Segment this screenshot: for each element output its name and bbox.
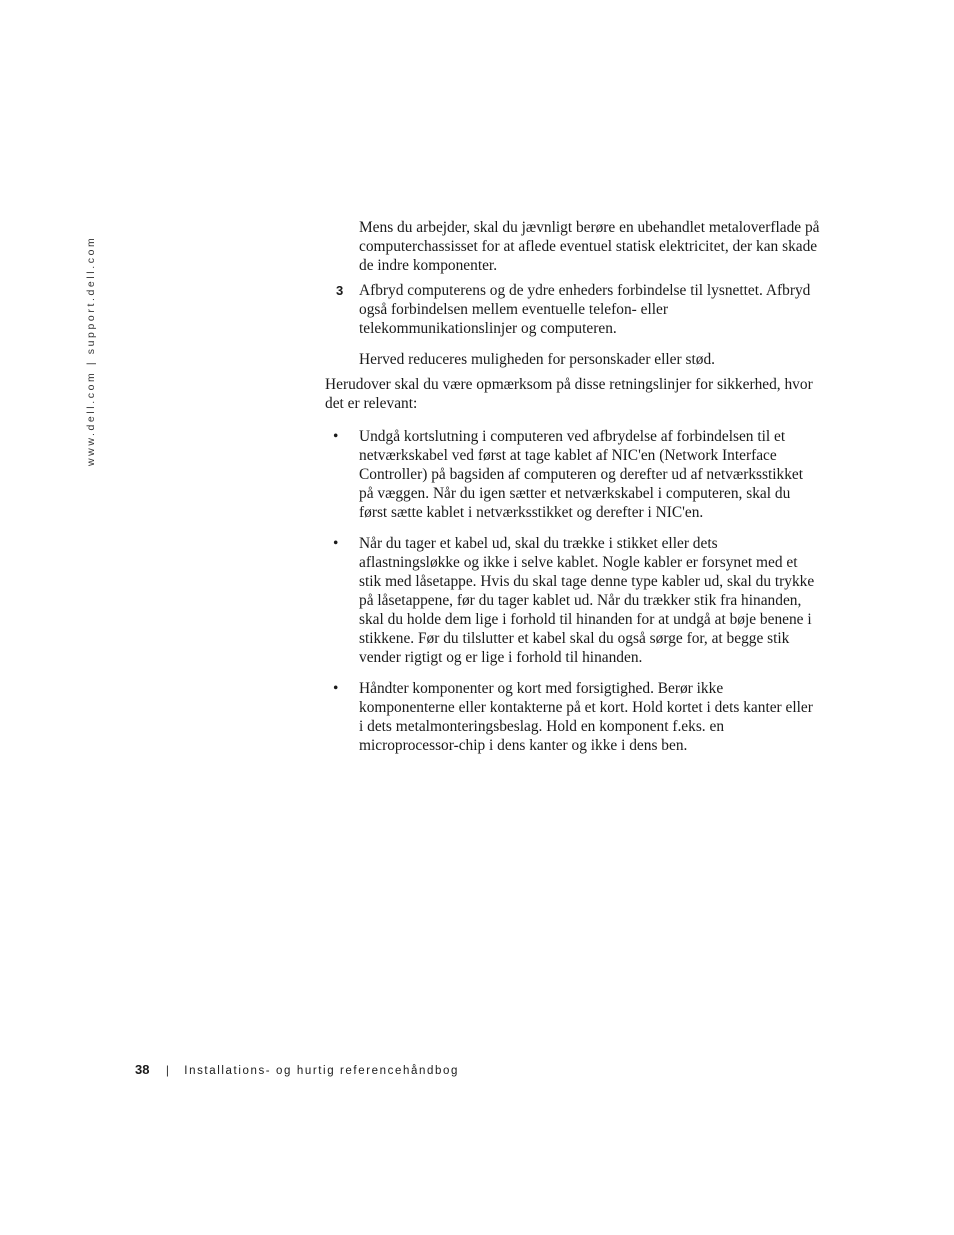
page-number: 38 (135, 1062, 150, 1077)
footer-title: Installations- og hurtig referencehåndbog (184, 1065, 459, 1077)
bullet-item (325, 534, 820, 667)
bullet-item (325, 679, 820, 755)
sidebar-url (84, 222, 98, 466)
step-text: Afbryd computerens og de ydre enheders forbindelse til lysnettet. Afbryd også forbindelsen mellem eventuelle telefon- eller telekommunikationslinjer og computeren. (359, 282, 811, 337)
guidelines-intro: Herudover skal du være opmærksom på disse retningslinjer for sikkerhed, hvor det er relevant: (325, 376, 813, 412)
page-footer (135, 1062, 459, 1077)
step-number: 3 (336, 283, 344, 298)
intro-paragraph: Mens du arbejder, skal du jævnligt berøre en ubehandlet metaloverflade på computerchassisset for at aflede eventuel statisk elektricitet, der kan skade de indre komponenter. (359, 219, 820, 274)
sidebar-url-text: www.dell.com | support.dell.com (85, 235, 97, 466)
step-3 (325, 281, 820, 338)
bullet-icon: • (333, 535, 339, 552)
bullet-text: Undgå kortslutning i computeren ved afbrydelse af forbindelsen til et netværkskabel ved først at tage kablet af NIC'en (Network Interface Controller) på bagsiden af computeren og derefter ud af netværksstikket på væggen. Når du igen sætter et netværkskabel i computeren, skal du først sætte kablet i netværksstikket og derefter i NIC'en. (359, 428, 804, 521)
bullet-text: Når du tager et kabel ud, skal du trække i stikket eller dets aflastningsløkke og ikke i selve kablet. Nogle kabler er forsynet med et stik med låsetappe. Hvis du skal tage denne type kabler ud, skal du trykke på låsetappene, før du tager kablet ud. Når du trækker stik fra hinanden, skal du holde dem lige i forhold til hinanden for at undgå at bøje benene i stikkene. Før du tilslutter et kabel skal du også sørge for, at begge stik vender rigtigt og er lige i forhold til hinanden. (359, 535, 815, 666)
page-content (325, 218, 820, 755)
step-note: Herved reduceres muligheden for personskader eller stød. (359, 351, 715, 368)
bullet-item (325, 427, 820, 522)
bullet-icon: • (333, 428, 339, 445)
bullet-text: Håndter komponenter og kort med forsigtighed. Berør ikke komponenterne eller kontakterne på et kort. Hold kortet i dets kanter eller i dets metalmonteringsbeslag. Hold en komponent f.eks. en microprocessor-chip i dens kanter og ikke i dens ben. (359, 680, 813, 754)
footer-separator: | (165, 1063, 169, 1077)
bullet-icon: • (333, 680, 339, 697)
